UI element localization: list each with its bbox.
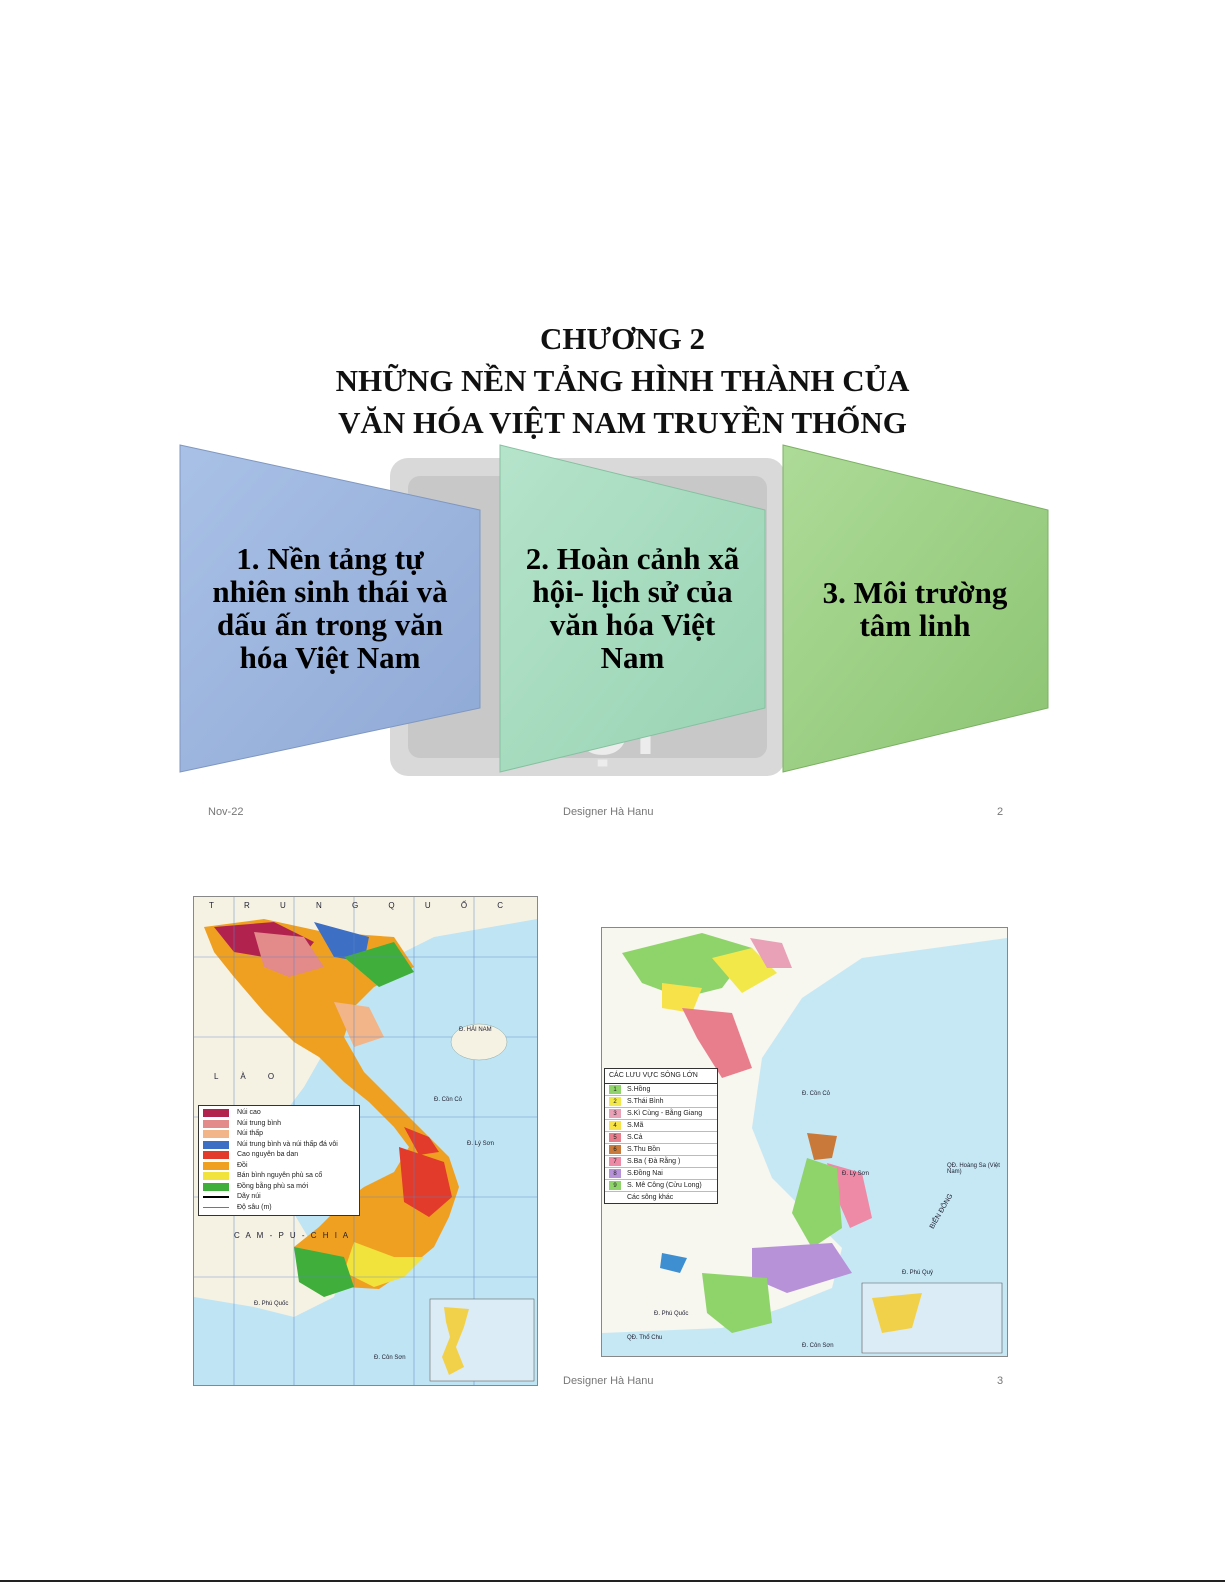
legend-row	[605, 1120, 717, 1132]
legend-row	[199, 1108, 359, 1119]
legend-label: S.Thu Bồn	[627, 1145, 661, 1153]
legend-row	[605, 1084, 717, 1096]
map1-top-label: T R U N G Q U Ố C	[209, 901, 518, 910]
legend-swatch	[203, 1183, 229, 1191]
legend-row	[605, 1144, 717, 1156]
legend-row	[199, 1192, 359, 1203]
legend-label: Núi thấp	[237, 1130, 264, 1138]
title-line-3: VĂN HÓA VIỆT NAM TRUYỀN THỐNG	[338, 405, 907, 440]
legend-swatch	[203, 1151, 229, 1159]
legend-swatch	[203, 1172, 229, 1180]
legend-label: S.Mã	[627, 1121, 644, 1129]
legend-label: Đồi	[237, 1161, 248, 1169]
legend-row	[199, 1171, 359, 1182]
page-bottom-rule	[0, 1580, 1225, 1582]
box1-line: 1. Nền tảng tự	[236, 541, 424, 576]
legend-number: 1	[609, 1085, 621, 1094]
legend-label: S.Hồng	[627, 1085, 651, 1093]
footer-page-number: 2	[997, 806, 1004, 818]
legend-row	[199, 1150, 359, 1161]
box2-line: Nam	[600, 640, 665, 675]
legend-row	[605, 1192, 717, 1203]
box2-line: hội- lịch sử của	[532, 574, 733, 609]
title-line-1: CHƯƠNG 2	[539, 321, 706, 356]
legend-row	[199, 1161, 359, 1172]
process-box-2-text	[505, 542, 760, 674]
legend-row	[199, 1129, 359, 1140]
legend-number: 3	[609, 1109, 621, 1118]
legend-label: S.Kì Cùng - Bằng Giang	[627, 1109, 703, 1117]
topographic-map	[193, 896, 538, 1386]
map2-label-con-son: Đ. Côn Sơn	[802, 1343, 834, 1349]
legend-label: S.Cả	[627, 1133, 643, 1141]
map1-label-con-co: Đ. Cồn Cỏ	[434, 1097, 463, 1103]
map1-legend	[198, 1105, 360, 1216]
legend-label: S.Ba ( Đà Rằng )	[627, 1157, 681, 1165]
footer-date: Nov-22	[208, 806, 244, 818]
map1-left-label: L À O	[214, 1072, 285, 1081]
legend-swatch	[203, 1109, 229, 1117]
legend-number: 6	[609, 1145, 621, 1154]
legend-row	[605, 1096, 717, 1108]
legend-label: S.Thái Bình	[627, 1097, 664, 1105]
legend-title: CÁC LƯU VỰC SÔNG LỚN	[605, 1069, 717, 1084]
legend-number: 4	[609, 1121, 621, 1130]
legend-label: Cao nguyên ba dan	[237, 1151, 299, 1159]
box2-line: văn hóa Việt	[549, 607, 716, 642]
legend-swatch	[203, 1196, 229, 1198]
legend-label: Đồng bằng phù sa mới	[237, 1182, 309, 1190]
map2-label-bien-dong: BIỂN ĐÔNG	[928, 1192, 955, 1231]
map1-label-ly-son: Đ. Lý Sơn	[467, 1141, 494, 1147]
map2-label-ly-son: Đ. Lý Sơn	[842, 1171, 869, 1177]
legend-label: Các sông khác	[627, 1193, 674, 1201]
map2-label-phu-quy: Đ. Phú Quý	[902, 1270, 934, 1276]
legend-swatch	[203, 1162, 229, 1170]
map2-label-phu-quoc: Đ. Phú Quốc	[654, 1311, 689, 1317]
river-basin-map	[601, 927, 1008, 1357]
legend-number: 9	[609, 1181, 621, 1190]
map1-label-phu-quoc: Đ. Phú Quốc	[254, 1301, 289, 1307]
map2-label-hoang-sa: QĐ. Hoàng Sa (Việt Nam)	[947, 1163, 1000, 1175]
legend-row	[605, 1108, 717, 1120]
box1-line: dấu ấn trong văn	[217, 607, 443, 642]
map1-bottom-label: C A M - P U - C H I A	[234, 1231, 351, 1240]
process-box-3-text	[790, 576, 1040, 642]
legend-swatch	[203, 1120, 229, 1128]
footer-designer: Designer Hà Hanu	[563, 806, 654, 818]
legend-row	[199, 1119, 359, 1130]
box2-line: 2. Hoàn cảnh xã	[525, 541, 740, 576]
legend-row	[605, 1180, 717, 1192]
footer-page-number-2: 3	[997, 1375, 1004, 1387]
process-box-1-text	[190, 542, 470, 674]
legend-label: Bán bình nguyên phù sa cổ	[237, 1172, 323, 1180]
footer-designer-2: Designer Hà Hanu	[563, 1375, 654, 1387]
legend-number	[609, 1193, 621, 1202]
box3-line: tâm linh	[859, 608, 971, 643]
legend-label: S. Mê Công (Cửu Long)	[627, 1181, 702, 1189]
legend-label: S.Đồng Nai	[627, 1169, 663, 1177]
legend-swatch	[203, 1207, 229, 1208]
legend-row	[605, 1156, 717, 1168]
legend-swatch	[203, 1130, 229, 1138]
legend-row	[199, 1182, 359, 1193]
legend-label: Núi trung bình và núi thấp đá vôi	[237, 1140, 338, 1148]
legend-row	[199, 1203, 359, 1214]
box3-line: 3. Môi trường	[822, 575, 1008, 610]
title-line-2: NHỮNG NỀN TẢNG HÌNH THÀNH CỦA	[335, 363, 910, 398]
legend-label: Dãy núi	[237, 1193, 261, 1201]
map2-legend	[604, 1068, 718, 1204]
map2-label-con-co: Đ. Cồn Cỏ	[802, 1091, 831, 1097]
legend-number: 7	[609, 1157, 621, 1166]
legend-label: Độ sâu (m)	[237, 1203, 272, 1211]
box1-line: hóa Việt Nam	[239, 640, 421, 675]
legend-row	[199, 1140, 359, 1151]
legend-number: 5	[609, 1133, 621, 1142]
legend-row	[605, 1168, 717, 1180]
legend-label: Núi cao	[237, 1109, 261, 1117]
map1-label-con-son: Đ. Côn Sơn	[374, 1355, 406, 1361]
map2-label-tho-chu: QĐ. Thổ Chu	[627, 1335, 663, 1341]
legend-number: 2	[609, 1097, 621, 1106]
legend-number: 8	[609, 1169, 621, 1178]
legend-label: Núi trung bình	[237, 1119, 281, 1127]
legend-row	[605, 1132, 717, 1144]
legend-swatch	[203, 1141, 229, 1149]
map1-label-hai-nam: Đ. HẢI NAM	[459, 1027, 492, 1033]
box1-line: nhiên sinh thái và	[212, 574, 448, 609]
